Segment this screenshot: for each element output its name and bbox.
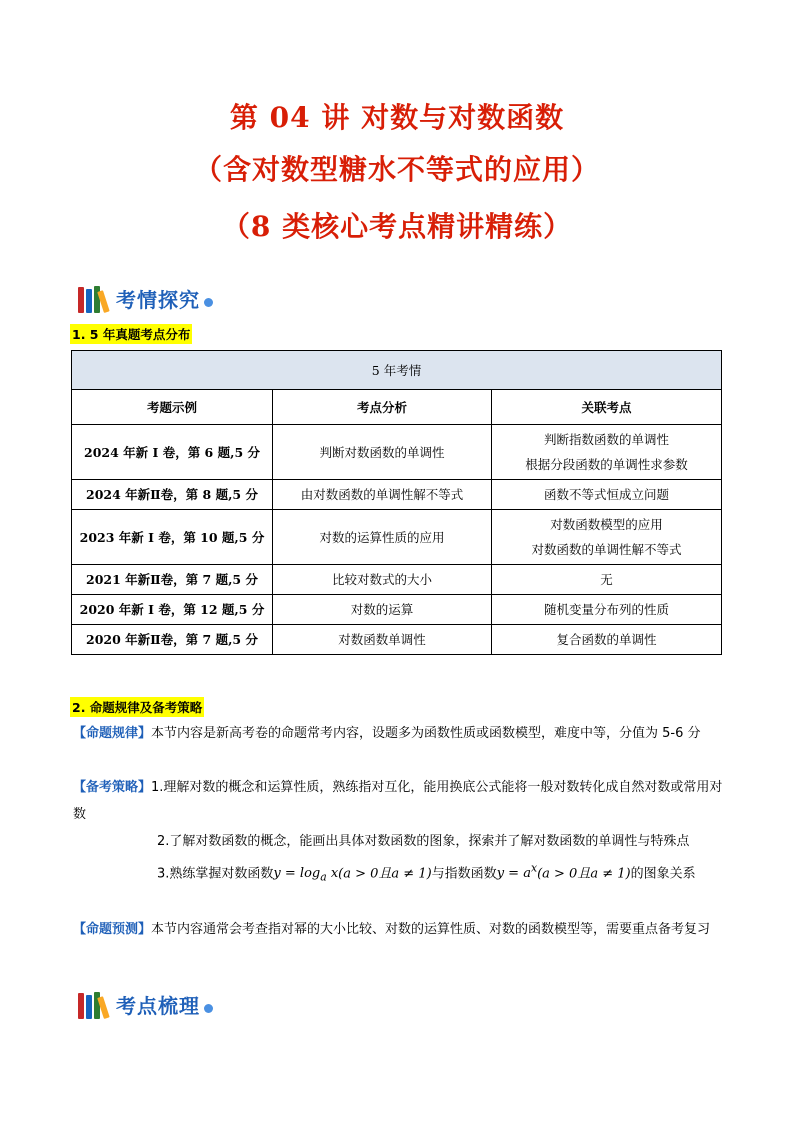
formula-sub: a	[320, 870, 327, 884]
table-cell: 函数不等式恒成立问题	[492, 480, 722, 510]
strategy-item: 2.了解对数函数的概念，能画出具体对数函数的图象，探索并了解对数函数的单调性与特殊点	[157, 834, 690, 849]
exp-formula	[496, 862, 538, 882]
rule-text: 本节内容是新高考卷的命题常考内容，设题多为函数性质或函数模型，难度中等，分值为 5-6 分	[151, 726, 701, 741]
table-cell: 对数函数单调性	[273, 625, 492, 655]
log-formula	[273, 866, 339, 884]
table-cell: 无	[492, 565, 722, 595]
section-label: 考情探究	[116, 287, 200, 312]
table-cell: 判断对数函数的单调性	[273, 425, 492, 480]
table-row	[72, 510, 722, 565]
books-icon	[78, 283, 112, 313]
strategy-tag: 【备考策略】	[73, 780, 152, 795]
strategy-paragraph	[73, 774, 725, 891]
exam-distribution-table	[71, 350, 722, 655]
formula-text: y = a	[496, 866, 531, 882]
related-item: 判断指数函数的单调性	[543, 432, 669, 447]
dot-icon	[204, 1004, 213, 1013]
rule-tag: 【命题规律】	[73, 726, 152, 741]
subheading-strategy: 2. 命题规律及备考策略	[70, 697, 204, 717]
table-cell: 由对数函数的单调性解不等式	[273, 480, 492, 510]
predict-text: 本节内容通常会考查指对幂的大小比较、对数的运算性质、对数的函数模型等，需要重点备考复习	[151, 922, 711, 937]
strategy-text: 的图象关系	[630, 866, 696, 882]
related-item: 对数函数的单调性解不等式	[531, 542, 682, 557]
rule-paragraph	[73, 720, 725, 747]
table-cell: 对数的运算性质的应用	[273, 510, 492, 565]
formula-sup: x	[530, 862, 538, 875]
strategy-item-3	[73, 855, 725, 891]
table-cell: 2024 年新Ⅱ卷，第 8 题,5 分	[72, 480, 273, 510]
table-row	[72, 565, 722, 595]
condition-text: (a > 0且a ≠ 1)	[338, 866, 432, 882]
table-row	[72, 425, 722, 480]
table-cell: 比较对数式的大小	[273, 565, 492, 595]
page-title-line2: （含对数型糖水不等式的应用）	[193, 153, 600, 186]
table-cell: 2023 年新 I 卷，第 10 题,5 分	[72, 510, 273, 565]
table-cell: 2020 年新Ⅱ卷，第 7 题,5 分	[72, 625, 273, 655]
section-header-kaoqing	[78, 280, 213, 316]
table-header: 考题示例	[72, 390, 273, 425]
page-title-line3: （8 类核心考点精讲精练）	[221, 210, 573, 243]
related-item: 对数函数模型的应用	[550, 517, 663, 532]
page-title-line1: 第 04 讲 对数与对数函数	[229, 101, 565, 134]
strategy-text: 与指数函数	[431, 866, 497, 882]
dot-icon	[204, 298, 213, 307]
related-item: 根据分段函数的单调性求参数	[525, 457, 688, 472]
table-row	[72, 480, 722, 510]
table-cell: 随机变量分布列的性质	[492, 595, 722, 625]
strategy-text: 3.熟练掌握对数函数	[157, 866, 274, 882]
table-header: 考点分析	[273, 390, 492, 425]
predict-tag: 【命题预测】	[73, 922, 152, 937]
table-cell	[492, 425, 722, 480]
table-row	[72, 625, 722, 655]
table-cell	[492, 510, 722, 565]
books-icon	[78, 989, 112, 1019]
section-header-kaodian	[78, 986, 213, 1022]
strategy-item: 1.理解对数的概念和运算性质，熟练指对互化，能用换底公式能将一般对数转化成自然对数或常用对数	[73, 780, 723, 822]
table-caption: 5 年考情	[72, 351, 722, 390]
section-label: 考点梳理	[116, 993, 200, 1018]
formula-text: x	[326, 866, 339, 882]
table-header: 关联考点	[492, 390, 722, 425]
condition-text: (a > 0且a ≠ 1)	[537, 866, 631, 882]
table-cell: 2020 年新 I 卷，第 12 题,5 分	[72, 595, 273, 625]
predict-paragraph	[73, 916, 725, 943]
table-cell: 复合函数的单调性	[492, 625, 722, 655]
subheading-distribution: 1. 5 年真题考点分布	[70, 324, 192, 344]
formula-text: y = log	[273, 866, 321, 882]
table-cell: 2021 年新Ⅱ卷，第 7 题,5 分	[72, 565, 273, 595]
table-cell: 2024 年新 I 卷，第 6 题,5 分	[72, 425, 273, 480]
table-cell: 对数的运算	[273, 595, 492, 625]
table-row	[72, 595, 722, 625]
